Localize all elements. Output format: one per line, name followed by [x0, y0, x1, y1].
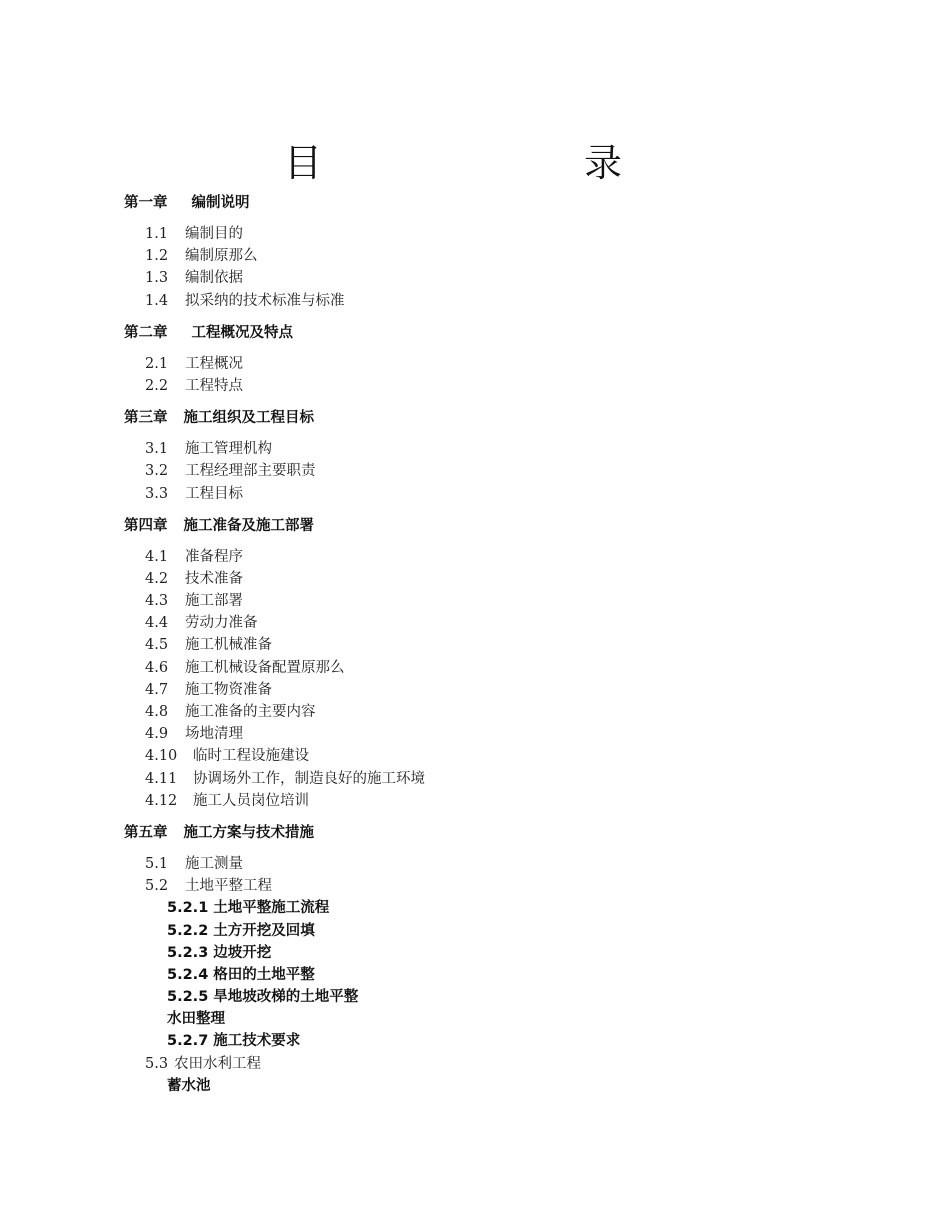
chapter-heading[interactable]: [124, 192, 844, 214]
entry-title: 工程经理部主要职责: [185, 463, 316, 480]
toc-entry[interactable]: [124, 375, 844, 397]
toc-entry[interactable]: [124, 353, 844, 375]
entry-title: 施工部署: [185, 593, 243, 610]
entry-number: 1.1: [145, 226, 169, 242]
entry-number: 4.9: [145, 726, 169, 743]
toc-entry[interactable]: [124, 634, 844, 656]
subentry-number: 5.2.1: [167, 900, 209, 917]
toc-subentry[interactable]: [124, 1008, 844, 1030]
chapter-title: 编制说明: [191, 195, 250, 211]
toc-title: 目 录: [283, 141, 684, 185]
chapter-number: 第一章: [124, 195, 168, 211]
entry-number: 1.2: [145, 248, 169, 265]
entry-title: 施工管理机构: [185, 441, 272, 458]
subentry-title: 蓄水池: [167, 1077, 211, 1094]
toc-subentry[interactable]: [124, 942, 844, 964]
toc-entry[interactable]: [124, 853, 844, 875]
toc-subentry[interactable]: [124, 1030, 844, 1052]
entry-title: 施工准备的主要内容: [185, 704, 316, 720]
entry-title: 编制原那么: [185, 248, 258, 265]
entry-number: 1.4: [145, 292, 169, 309]
subentry-title: 土方开挖及回填: [213, 922, 315, 939]
toc-entry[interactable]: [124, 723, 844, 745]
toc-entry[interactable]: [124, 568, 844, 590]
subentry-number: 5.2.3: [167, 944, 209, 961]
chapter-4: [124, 515, 844, 822]
entry-title: 农田水利工程: [174, 1055, 262, 1072]
toc-entry[interactable]: [124, 223, 844, 245]
entry-number: 4.1: [145, 548, 169, 565]
entry-number: 4.8: [145, 704, 169, 720]
subentry-number: 5.2.7: [167, 1033, 209, 1050]
chapter-number: 第三章: [124, 410, 168, 427]
entry-title: 编制目的: [185, 226, 243, 242]
entry-title: 施工物资准备: [185, 681, 272, 698]
entry-title: 工程目标: [185, 485, 243, 502]
subentry-number: 5.2.2: [167, 922, 209, 939]
toc-entry[interactable]: [124, 790, 844, 812]
chapter-number: 第五章: [124, 824, 168, 841]
chapter-5: [124, 822, 844, 1097]
chapter-heading[interactable]: [124, 822, 844, 844]
entry-number: 1.3: [145, 270, 169, 287]
toc-entry[interactable]: [124, 460, 844, 482]
entry-title: 协调场外工作，制造良好的施工环境: [193, 770, 425, 787]
toc-entry[interactable]: [124, 546, 844, 568]
entry-number: 5.1: [145, 855, 169, 872]
entry-title: 工程特点: [185, 377, 243, 394]
entry-number: 4.4: [145, 615, 169, 632]
toc-entry[interactable]: [124, 245, 844, 267]
toc-entry[interactable]: [124, 679, 844, 701]
entry-title: 拟采纳的技术标准与标准: [185, 292, 345, 309]
toc-subentry[interactable]: [124, 964, 844, 986]
entry-title: 劳动力准备: [185, 615, 258, 632]
entry-title: 技术准备: [185, 570, 243, 587]
entry-title: 工程概况: [185, 355, 243, 372]
toc-entry[interactable]: [124, 657, 844, 679]
entry-number: 3.3: [145, 485, 169, 502]
chapter-3: [124, 407, 844, 515]
entry-title: 施工机械准备: [185, 637, 272, 654]
entry-number: 4.3: [145, 593, 169, 610]
toc-entry[interactable]: [124, 267, 844, 289]
chapter-heading[interactable]: [124, 407, 844, 429]
entry-number: 4.12: [145, 792, 178, 809]
subentry-number: 5.2.4: [167, 966, 209, 983]
entry-number: 4.11: [145, 770, 178, 787]
entry-title: 场地清理: [185, 726, 243, 743]
entry-title: 土地平整工程: [185, 878, 272, 895]
toc-entry[interactable]: [124, 745, 844, 767]
toc-subentry[interactable]: [124, 1075, 844, 1097]
toc-entry[interactable]: [124, 1053, 844, 1075]
entry-number: 4.6: [145, 659, 169, 676]
entry-number: 2.2: [145, 377, 169, 394]
entry-title: 施工人员岗位培训: [193, 792, 309, 809]
subentry-title: 格田的土地平整: [213, 966, 315, 983]
entry-number: 3.2: [145, 463, 169, 480]
toc-entry[interactable]: [124, 768, 844, 790]
entry-number: 4.5: [145, 637, 169, 654]
entry-title: 临时工程设施建设: [193, 748, 309, 765]
subentry-title: 旱地坡改梯的土地平整: [213, 989, 359, 1006]
subentry-number: 5.2.5: [167, 989, 209, 1006]
chapter-heading[interactable]: [124, 322, 844, 344]
chapter-2: [124, 322, 844, 407]
entry-title: 施工测量: [185, 855, 243, 872]
toc-subentry[interactable]: [124, 920, 844, 942]
table-of-contents: [124, 192, 844, 1097]
entry-number: 4.7: [145, 681, 169, 698]
subentry-title: 施工技术要求: [213, 1033, 301, 1050]
entry-number: 2.1: [145, 355, 169, 372]
entry-number: 5.3: [145, 1055, 169, 1072]
chapter-title: 工程概况及特点: [191, 324, 293, 341]
entry-title: 编制依据: [185, 270, 243, 287]
toc-entry[interactable]: [124, 701, 844, 723]
chapter-title: 施工方案与技术措施: [183, 824, 314, 841]
entry-title: 施工机械设备配置原那么: [185, 659, 345, 676]
chapter-heading[interactable]: [124, 515, 844, 537]
chapter-number: 第四章: [124, 517, 168, 534]
toc-entry[interactable]: [124, 612, 844, 634]
subentry-title: 土地平整施工流程: [213, 900, 330, 917]
toc-subentry[interactable]: [124, 986, 844, 1008]
chapter-1: [124, 192, 844, 322]
chapter-number: 第二章: [124, 324, 168, 341]
entry-number: 4.2: [145, 570, 169, 587]
toc-entry[interactable]: [124, 438, 844, 460]
toc-entry[interactable]: [124, 290, 844, 312]
subentry-title: 边坡开挖: [213, 944, 272, 961]
entry-title: 准备程序: [185, 548, 243, 565]
entry-number: 4.10: [145, 748, 178, 765]
entry-number: 3.1: [145, 441, 169, 458]
subentry-title: 水田整理: [167, 1011, 225, 1028]
toc-entry[interactable]: [124, 875, 844, 897]
toc-entry[interactable]: [124, 590, 844, 612]
chapter-title: 施工准备及施工部署: [183, 517, 314, 534]
chapter-title: 施工组织及工程目标: [183, 410, 314, 427]
toc-entry[interactable]: [124, 483, 844, 505]
entry-number: 5.2: [145, 878, 169, 895]
toc-subentry[interactable]: [124, 897, 844, 919]
